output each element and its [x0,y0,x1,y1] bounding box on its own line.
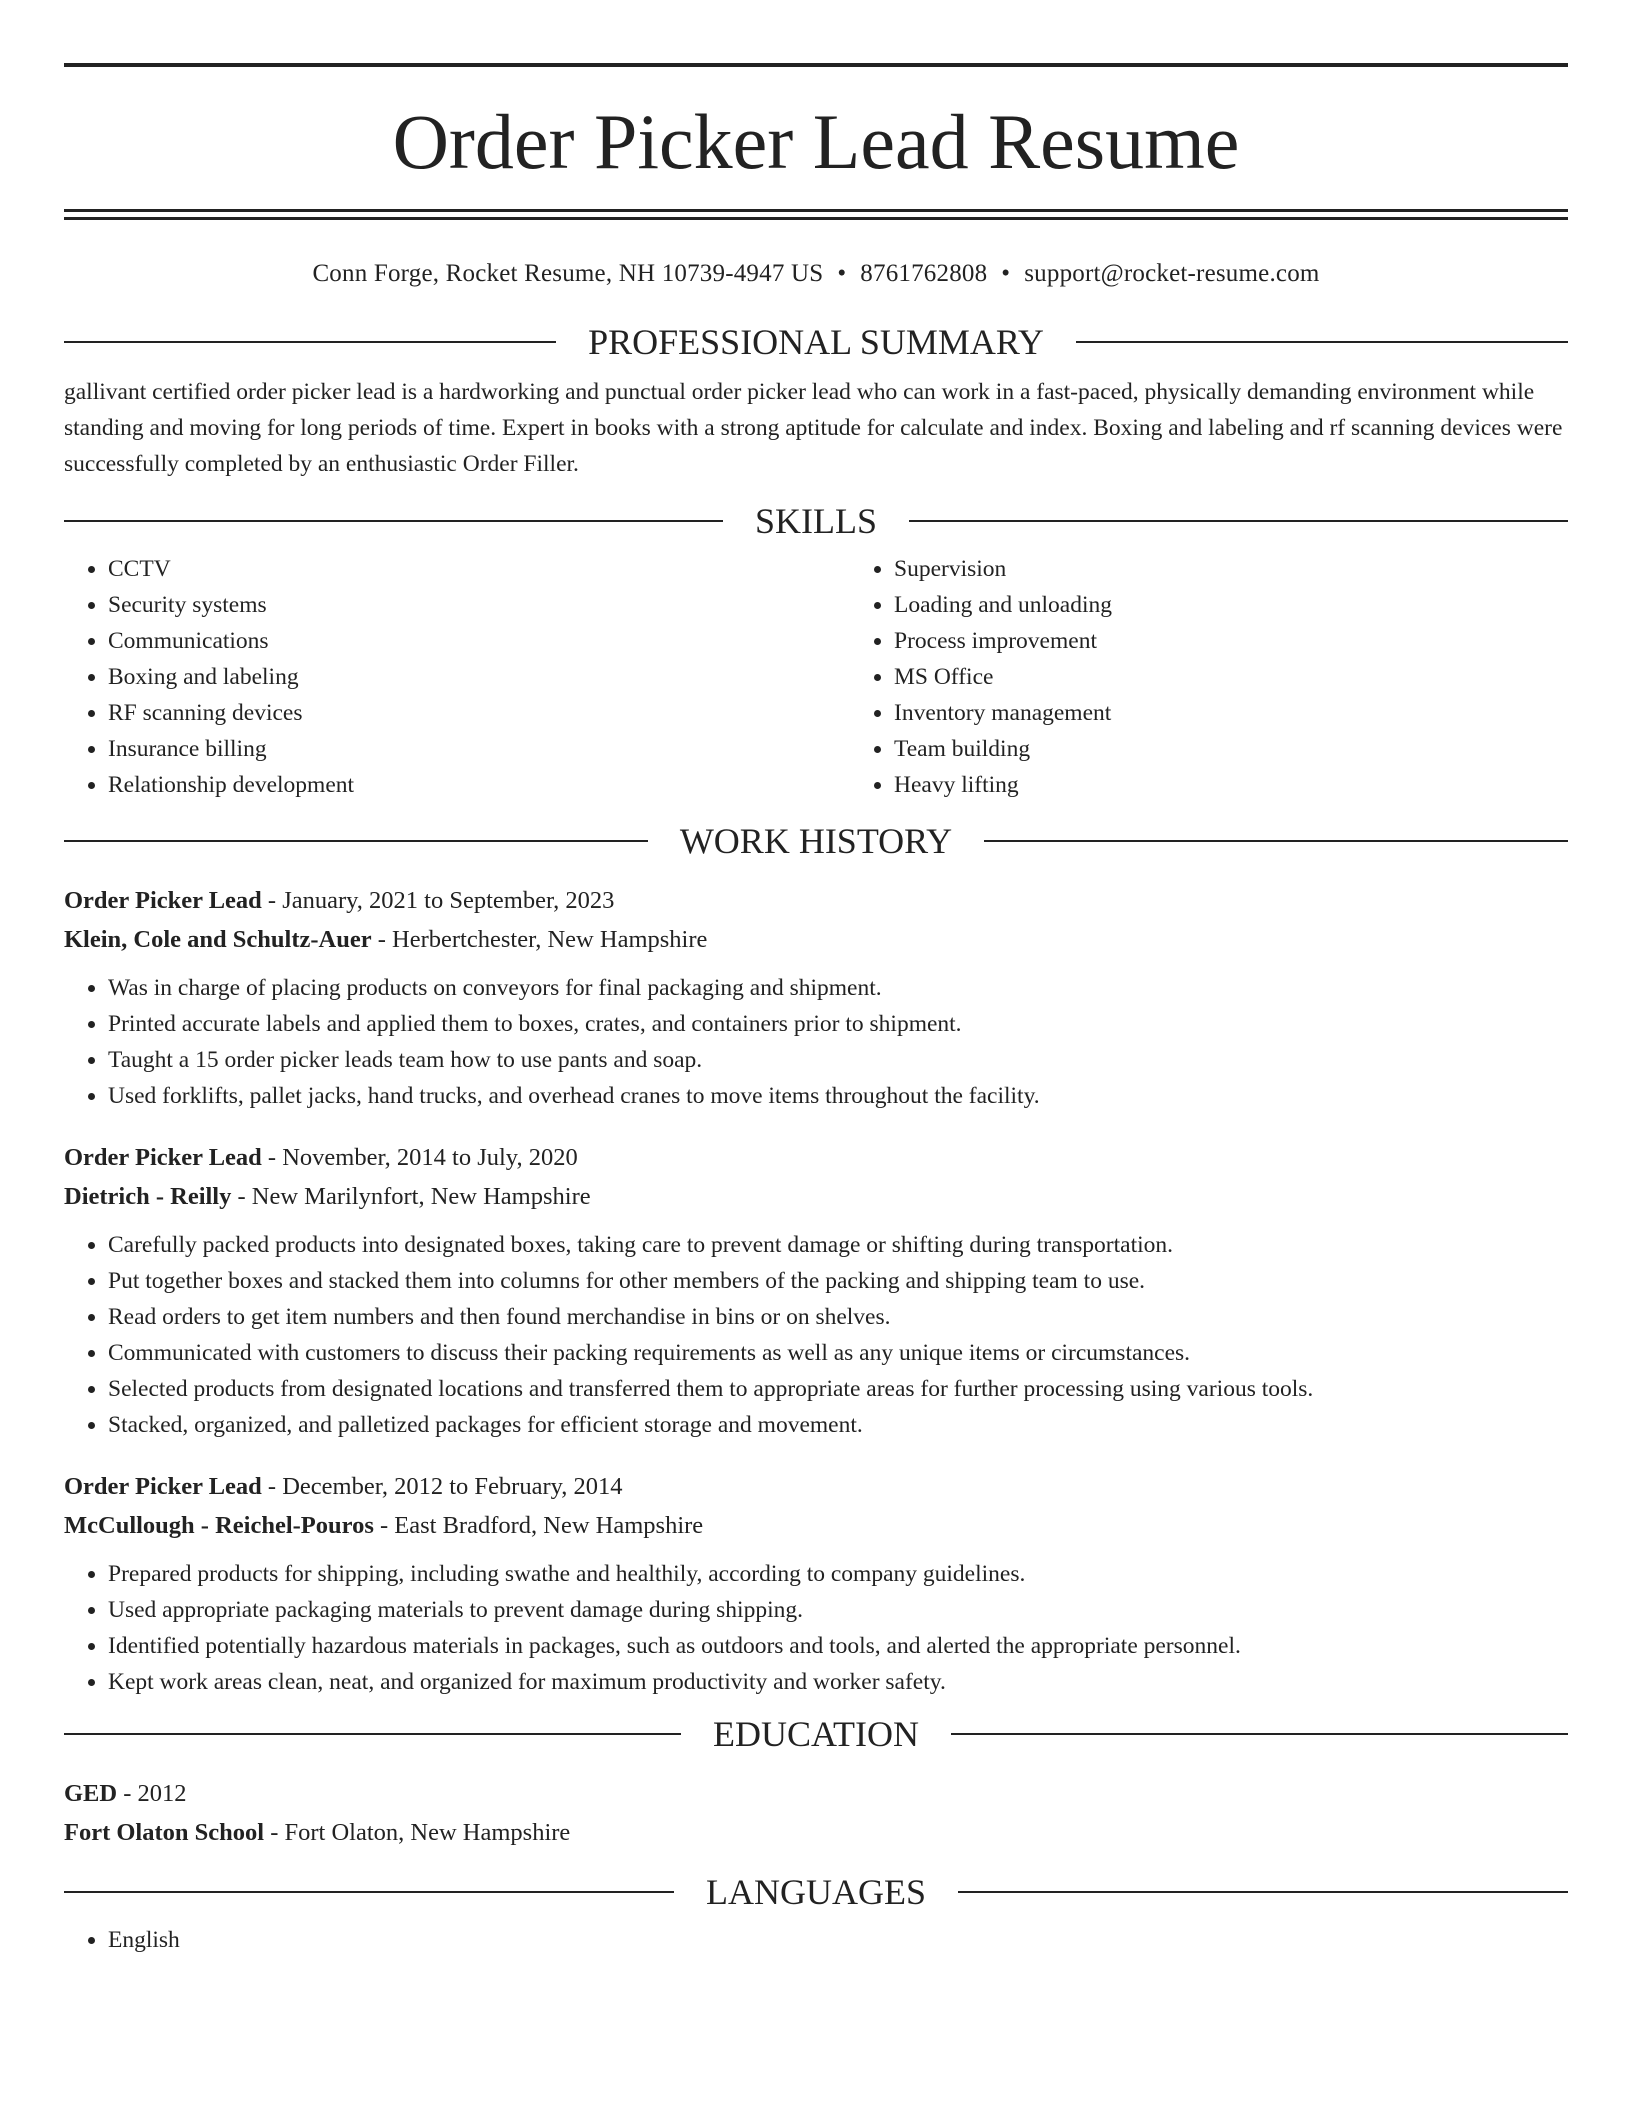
job-company: Dietrich - Reilly [64,1183,232,1210]
skills-columns [64,551,1568,803]
job-bullet: • Stacked, organized, and palletized packages for efficient storage and movement. [108,1407,1568,1443]
section-title: LANGUAGES [706,1872,926,1912]
contact-phone: 8761762808 [860,260,988,287]
job-bullets [64,1227,1568,1443]
job-company: Klein, Cole and Schultz-Auer [64,926,372,953]
job-entry [64,881,1568,1114]
job-company: McCullough - Reichel-Pouros [64,1512,374,1539]
education-school: Fort Olaton School [64,1819,265,1846]
contact-line [64,254,1568,294]
heading-rule [64,840,648,842]
job-bullet: • Carefully packed products into designated boxes, taking care to prevent damage or shifting during transportation. [108,1227,1568,1263]
heading-rule [909,520,1568,522]
job-dates: - December, 2012 to February, 2014 [261,1473,623,1500]
skill-item: • Communications [108,623,850,659]
job-bullet: • Printed accurate labels and applied them to boxes, crates, and containers prior to shipment. [108,1006,1568,1042]
contact-email: support@rocket-resume.com [1024,260,1320,287]
skill-item: • Supervision [894,551,1632,587]
skill-item: • Security systems [108,587,850,623]
education-entry [64,1774,1568,1852]
job-entry [64,1467,1568,1700]
title-double-rule [64,209,1568,220]
job-company-line [64,920,1568,959]
heading-rule [1076,341,1568,343]
job-location: - Herbertchester, New Hampshire [371,926,708,953]
section-heading-education [64,1716,1568,1752]
heading-rule [64,341,556,343]
job-bullet: • Kept work areas clean, neat, and organized for maximum productivity and worker safety. [108,1664,1568,1700]
job-dates: - November, 2014 to July, 2020 [261,1144,578,1171]
job-bullets [64,1556,1568,1700]
language-item: • English [108,1922,1568,1958]
section-title: EDUCATION [713,1714,919,1754]
job-bullet: • Identified potentially hazardous materials in packages, such as outdoors and tools, and alerted the appropriate personnel. [108,1628,1568,1664]
education-location: - Fort Olaton, New Hampshire [264,1819,571,1846]
skill-item: • Inventory management [894,695,1632,731]
contact-address: Conn Forge, Rocket Resume, NH 10739-4947 US [312,260,824,287]
job-bullet: • Selected products from designated locations and transferred them to appropriate areas for further processing using various tools. [108,1371,1568,1407]
job-entry [64,1138,1568,1443]
job-company-line [64,1506,1568,1545]
skill-item: • MS Office [894,659,1632,695]
skill-item: • Loading and unloading [894,587,1632,623]
skill-item: • Heavy lifting [894,767,1632,803]
job-title: Order Picker Lead [64,887,262,914]
job-bullets [64,970,1568,1114]
skill-item: • Process improvement [894,623,1632,659]
job-company-line [64,1177,1568,1216]
section-title: WORK HISTORY [679,821,953,861]
job-bullet: • Communicated with customers to discuss their packing requirements as well as any unique items or circumstances. [108,1335,1568,1371]
skill-item: • Relationship development [108,767,850,803]
summary-text: gallivant certified order picker lead is a hardworking and punctual order picker lead who can work in a fast-paced, physically demanding environment while standing and moving for long periods of time. Expert in books with a strong aptitude for calculate and index. Boxing and labeling and rf scanning devices were successfully completed by an enthusiastic Order Filler. [64,379,1563,477]
contact-separator: • [837,260,847,287]
skill-item: • Insurance billing [108,731,850,767]
education-school-line [64,1813,1568,1852]
section-heading-languages [64,1874,1568,1910]
section-title: PROFESSIONAL SUMMARY [588,322,1044,362]
job-bullet: • Prepared products for shipping, including swathe and healthily, according to company guidelines. [108,1556,1568,1592]
job-location: - East Bradford, New Hampshire [373,1512,704,1539]
job-bullet: • Taught a 15 order picker leads team how to use pants and soap. [108,1042,1568,1078]
skills-list-left [64,551,850,803]
skill-item: • Boxing and labeling [108,659,850,695]
job-title-line [64,881,1568,920]
languages-list [64,1922,1568,1958]
job-bullet: • Put together boxes and stacked them into columns for other members of the packing and shipping team to use. [108,1263,1568,1299]
top-rule [64,63,1568,67]
section-heading-skills [64,503,1568,539]
resume-title: Order Picker Lead Resume [392,98,1240,185]
job-bullet: • Read orders to get item numbers and then found merchandise in bins or on shelves. [108,1299,1568,1335]
job-location: - New Marilynfort, New Hampshire [231,1183,591,1210]
education-degree-line [64,1774,1568,1813]
heading-rule [64,520,723,522]
heading-rule [64,1891,674,1893]
job-bullet: • Used forklifts, pallet jacks, hand trucks, and overhead cranes to move items throughout the facility. [108,1078,1568,1114]
job-title-line [64,1138,1568,1177]
skill-item: • RF scanning devices [108,695,850,731]
job-bullet: • Was in charge of placing products on conveyors for final packaging and shipment. [108,970,1568,1006]
job-bullet: • Used appropriate packaging materials to prevent damage during shipping. [108,1592,1568,1628]
job-dates: - January, 2021 to September, 2023 [261,887,615,914]
job-title: Order Picker Lead [64,1473,262,1500]
skill-item: • Team building [894,731,1632,767]
heading-rule [951,1733,1568,1735]
section-title: SKILLS [755,501,878,541]
skill-item: • CCTV [108,551,850,587]
section-heading-work [64,823,1568,859]
section-heading-summary [64,324,1568,360]
heading-rule [958,1891,1568,1893]
job-title-line [64,1467,1568,1506]
heading-rule [64,1733,681,1735]
education-degree: GED [64,1780,118,1807]
work-history-list [64,881,1568,1700]
education-year: - 2012 [117,1780,187,1807]
skills-list-right [850,551,1632,803]
job-title: Order Picker Lead [64,1144,262,1171]
contact-separator: • [1001,260,1011,287]
heading-rule [984,840,1568,842]
